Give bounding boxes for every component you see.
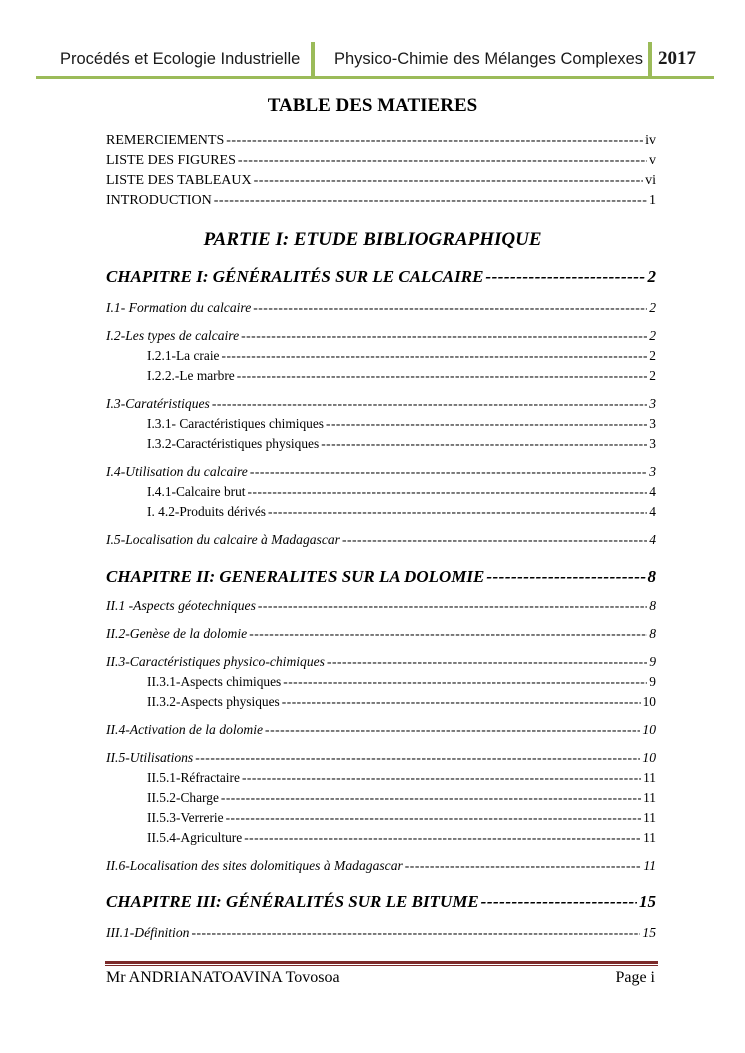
footer-rule-thin xyxy=(105,965,658,966)
toc-chapter[interactable]: CHAPITRE II: GENERALITES SUR LA DOLOMIE ----- 8 xyxy=(106,567,656,587)
header-course: Procédés et Ecologie Industrielle xyxy=(60,50,301,68)
toc-subsection[interactable]: II.5.4-Agriculture ----- 11 xyxy=(106,830,656,846)
toc-section[interactable]: II.2-Genèse de la dolomie ----- 8 xyxy=(106,626,656,642)
toc-section[interactable]: I.2-Les types de calcaire ----- 2 xyxy=(106,328,656,344)
toc-entry-remerciements[interactable]: REMERCIEMENTS ----- iv xyxy=(106,133,656,149)
footer-rule xyxy=(105,961,658,964)
header-rule xyxy=(36,76,714,79)
toc-section[interactable]: I.1- Formation du calcaire ----- 2 xyxy=(106,300,656,316)
toc-subsection[interactable]: I. 4.2-Produits dérivés ----- 4 xyxy=(106,504,656,520)
toc-section[interactable]: I.5-Localisation du calcaire à Madagascar ----- 4 xyxy=(106,532,656,548)
toc-subsection[interactable]: II.5.1-Réfractaire ----- 11 xyxy=(106,770,656,786)
toc-section[interactable]: II.1 -Aspects géotechniques ----- 8 xyxy=(106,598,656,614)
part-heading: PARTIE I: ETUDE BIBLIOGRAPHIQUE xyxy=(203,229,542,250)
toc-chapter[interactable]: CHAPITRE III: GÉNÉRALITÉS SUR LE BITUME ----- 15 xyxy=(106,892,656,912)
toc-subsection[interactable]: II.3.1-Aspects chimiques ----- 9 xyxy=(106,674,656,690)
page-title: TABLE DES MATIERES xyxy=(267,95,478,116)
header-subject: Physico-Chimie des Mélanges Complexes xyxy=(334,50,644,68)
toc-subsection[interactable]: I.3.2-Caractéristiques physiques ----- 3 xyxy=(106,436,656,452)
toc-section[interactable]: II.6-Localisation des sites dolomitiques à Madagascar ----- 11 xyxy=(106,858,656,874)
footer-author: Mr ANDRIANATOAVINA Tovosoa xyxy=(106,969,340,986)
header-divider xyxy=(311,42,315,76)
toc-subsection[interactable]: II.5.2-Charge ----- 11 xyxy=(106,790,656,806)
toc-subsection[interactable]: II.3.2-Aspects physiques ----- 10 xyxy=(106,694,656,710)
page-header xyxy=(38,42,714,76)
toc-subsection[interactable]: I.4.1-Calcaire brut ----- 4 xyxy=(106,484,656,500)
toc-chapter[interactable]: CHAPITRE I: GÉNÉRALITÉS SUR LE CALCAIRE ----- 2 xyxy=(106,267,656,287)
toc-entry-liste-tableaux[interactable]: LISTE DES TABLEAUX ----- vi xyxy=(106,173,656,189)
toc-entry-liste-figures[interactable]: LISTE DES FIGURES ----- v xyxy=(106,153,656,169)
toc-section[interactable]: II.3-Caractéristiques physico-chimiques ----- 9 xyxy=(106,654,656,670)
toc-section[interactable]: I.3-Caratéristiques ----- 3 xyxy=(106,396,656,412)
toc-section[interactable]: II.4-Activation de la dolomie ----- 10 xyxy=(106,722,656,738)
toc-subsection[interactable]: I.3.1- Caractéristiques chimiques ----- 3 xyxy=(106,416,656,432)
toc-subsection[interactable]: I.2.2.-Le marbre ----- 2 xyxy=(106,368,656,384)
toc-section[interactable]: II.5-Utilisations ----- 10 xyxy=(106,750,656,766)
toc-subsection[interactable]: II.5.3-Verrerie ----- 11 xyxy=(106,810,656,826)
toc-subsection[interactable]: I.2.1-La craie ----- 2 xyxy=(106,348,656,364)
footer-page-number: Page i xyxy=(615,969,655,986)
header-divider xyxy=(648,42,652,76)
toc-entry-introduction[interactable]: INTRODUCTION ----- 1 xyxy=(106,193,656,209)
toc-section[interactable]: III.1-Définition ----- 15 xyxy=(106,925,656,941)
header-year: 2017 xyxy=(658,48,696,69)
toc-section[interactable]: I.4-Utilisation du calcaire ----- 3 xyxy=(106,464,656,480)
